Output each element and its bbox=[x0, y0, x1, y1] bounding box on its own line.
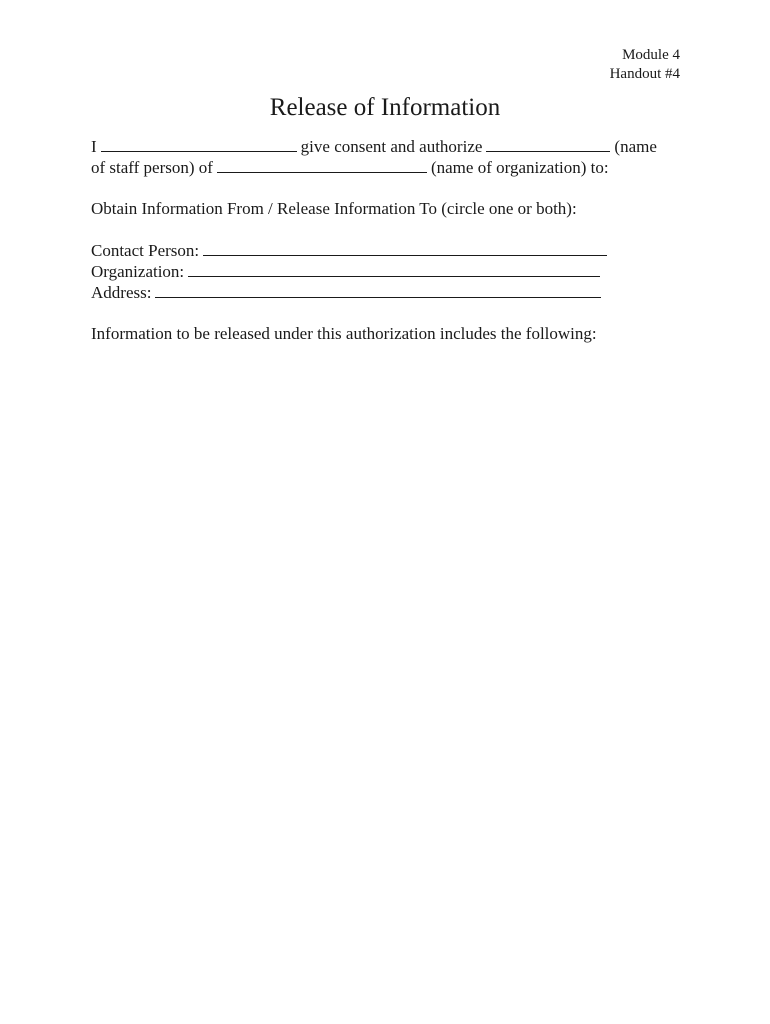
address-field[interactable] bbox=[155, 283, 601, 298]
contact-person-label: Contact Person: bbox=[91, 241, 200, 260]
consent-paragraph bbox=[91, 136, 681, 178]
consent-line2-prefix: of staff person) of bbox=[91, 158, 213, 177]
staff-name-blank[interactable] bbox=[486, 137, 610, 152]
contact-fields bbox=[91, 240, 681, 303]
contact-person-row bbox=[91, 240, 681, 261]
consent-prefix: I bbox=[91, 137, 97, 156]
contact-person-field[interactable] bbox=[203, 241, 607, 256]
consent-line-1 bbox=[91, 136, 681, 157]
direction-statement: Obtain Information From / Release Information To (circle one or both): bbox=[91, 199, 577, 218]
address-label: Address: bbox=[91, 283, 152, 302]
page-title: Release of Information bbox=[269, 94, 501, 121]
client-name-blank[interactable] bbox=[101, 137, 297, 152]
consent-line-2 bbox=[91, 157, 681, 178]
organization-name-blank[interactable] bbox=[217, 158, 427, 173]
info-statement: Information to be released under this authorization includes the following: bbox=[91, 324, 597, 343]
module-label: Module 4 bbox=[622, 47, 680, 63]
staff-name-note: (name bbox=[614, 137, 657, 156]
handout-label: Handout #4 bbox=[609, 66, 680, 82]
address-row bbox=[91, 282, 681, 303]
organization-field[interactable] bbox=[188, 262, 600, 277]
organization-label: Organization: bbox=[91, 262, 185, 281]
consent-middle: give consent and authorize bbox=[300, 137, 483, 156]
consent-line2-suffix: (name of organization) to: bbox=[430, 158, 609, 177]
organization-row bbox=[91, 261, 681, 282]
handout-header bbox=[610, 46, 680, 84]
